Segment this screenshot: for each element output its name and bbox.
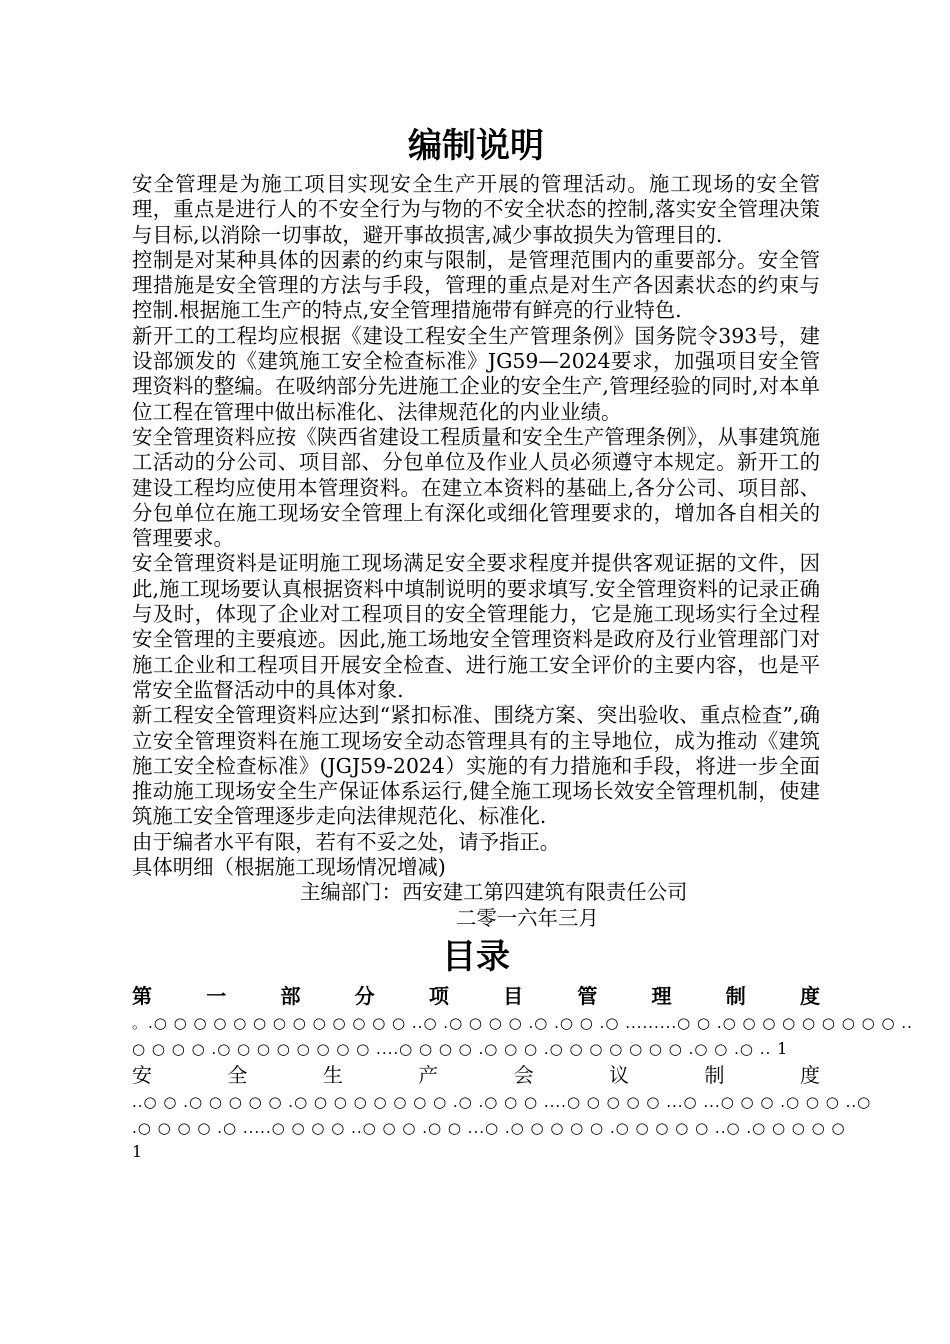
- toc-char: 安: [132, 1062, 152, 1087]
- toc-leader-dots: [132, 1036, 820, 1062]
- toc-title: 目录: [442, 936, 510, 977]
- toc-leader-dots: .○ ○ ○ ○ .○ .....○ ○ ○ ○ ..○ ○ ○ .○ ○ ...○ .○ ○ ○ ○ ○ .○ ○ ○ ○ ○ ..○ .○ ○ ○ ○ ○: [132, 1118, 846, 1137]
- toc-char: 目: [503, 983, 524, 1008]
- paragraph-1: 安全管理是为施工项目实现安全生产开展的管理活动。施工现场的安全管理，重点是进行人的不安全行为与物的不安全状态的控制,落实安全管理决策与目标,以消除一切事故，避开事故损害,减少事故损失为管理目的.: [132, 172, 820, 247]
- toc-char: 生: [322, 1062, 343, 1087]
- toc-entry-heading: [132, 1062, 820, 1089]
- toc-char: 第: [132, 983, 152, 1008]
- toc-char: 会: [513, 1062, 534, 1087]
- toc-leader-dots: 。.○ ○ ○ ○ ○ ○ ○ ○ ○ ○ ○ ○ ○ ..○ .○ ○ ○ ○ .○ .○ ○ .○ .........○ ○ .○ ○ ○ ○ ○ ○ ○ ○ ○ ..: [132, 1013, 913, 1032]
- toc-char: 度: [799, 1062, 820, 1087]
- toc-char: 理: [651, 983, 672, 1008]
- paragraph-6: 新工程安全管理资料应达到“紧扣标准、围绕方案、突出验收、重点检查”,确立安全管理资料在施工现场安全动态管理具有的主导地位，成为推动《建筑施工安全检查标准》(JGJ59-2024）实施的有力措施和手段，将进一步全面推动施工现场安全生产保证体系运行,健全施工现场长效安全管理机制，使建筑施工安全管理逐步走向法律规范化、标准化.: [132, 703, 820, 829]
- toc-char: 制: [704, 1062, 725, 1087]
- toc-entry-heading: [132, 983, 820, 1010]
- paragraph-3: 新开工的工程均应根据《建设工程安全生产管理条例》国务院令393号，建设部颁发的《建筑施工安全检查标准》JG59—2024要求，加强项目安全管理资料的整编。在吸纳部分先进施工企业的安全生产,管理经验的同时,对本单位工程在管理中做出标准化、法律规范化的内业业绩。: [132, 323, 820, 424]
- closing-note: 由于编者水平有限，若有不妥之处，请予指正。: [132, 829, 561, 854]
- document-page: [132, 120, 913, 1163]
- toc-page-number: 1: [777, 1038, 789, 1058]
- editor-line: 主编部门：西安建工第四建筑有限责任公司: [300, 880, 688, 905]
- toc-char: 议: [609, 1062, 630, 1087]
- page-title: 编制说明: [408, 126, 544, 166]
- toc-leader-dots: ..○ ○ .○ ○ ○ ○ ○ .○ ○ ○ ○ ○ ○ ○ ○ .○ .○ ○ ○ ....○ ○ ○ ○ ○ ...○ ...○ ○ ○ .○ ○ ○ ..○: [132, 1092, 872, 1111]
- toc-entry[interactable]: [132, 1062, 872, 1163]
- date-line: 二零一六年三月: [456, 905, 599, 930]
- paragraph-4: 安全管理资料应按《陕西省建设工程质量和安全生产管理条例》，从事建筑施工活动的分公司、项目部、分包单位及作业人员必须遵守本规定。新开工的建设工程均应使用本管理资料。在建立本资料的基础上,各分公司、项目部、分包单位在施工现场安全管理上有深化或细化管理要求的，增加各自相关的管理要求。: [132, 424, 820, 551]
- paragraph-5: 安全管理资料是证明施工现场满足安全要求程度并提供客观证据的文件，因此,施工现场要认真根据资料中填制说明的要求填写.安全管理资料的记录正确与及时，体现了企业对工程项目的安全管理能力，它是施工现场实行全过程安全管理的主要痕迹。因此,施工场地安全管理资料是政府及行业管理部门对施工企业和工程项目开展安全检查、进行施工安全评价的主要内容，也是平常安全监督活动中的具体对象.: [132, 551, 820, 702]
- toc-entry[interactable]: [132, 983, 913, 1062]
- paragraph-2: 控制是对某种具体的因素的约束与限制，是管理范围内的重要部分。安全管理措施是安全管理的方法与手段，管理的重点是对生产各因素状态的约束与控制.根据施工生产的特点,安全管理措施带有鲜亮的行业特色.: [132, 247, 820, 323]
- toc-char: 产: [418, 1062, 439, 1087]
- toc-char: 管: [577, 983, 598, 1008]
- detail-note: 具体明细（根据施工现场情况增减): [132, 855, 446, 880]
- toc-leader-dots-text: ○ ○ ○ ○ .○ ○ ○ ○ ○ ○ ○ ○ ....○ ○ ○ ○ .○ ○ ○ .○ ○ ○ ○ ○ ○ ○ .○ ○ .○ ..: [132, 1039, 778, 1058]
- toc-char: 制: [725, 983, 746, 1008]
- toc-page-number: 1: [132, 1141, 143, 1161]
- toc-char: 全: [227, 1062, 248, 1087]
- toc-char: 分: [354, 983, 375, 1008]
- toc-char: 一: [206, 983, 227, 1008]
- toc-char: 度: [799, 983, 820, 1008]
- toc-char: 项: [428, 983, 449, 1008]
- toc-char: 部: [280, 983, 301, 1008]
